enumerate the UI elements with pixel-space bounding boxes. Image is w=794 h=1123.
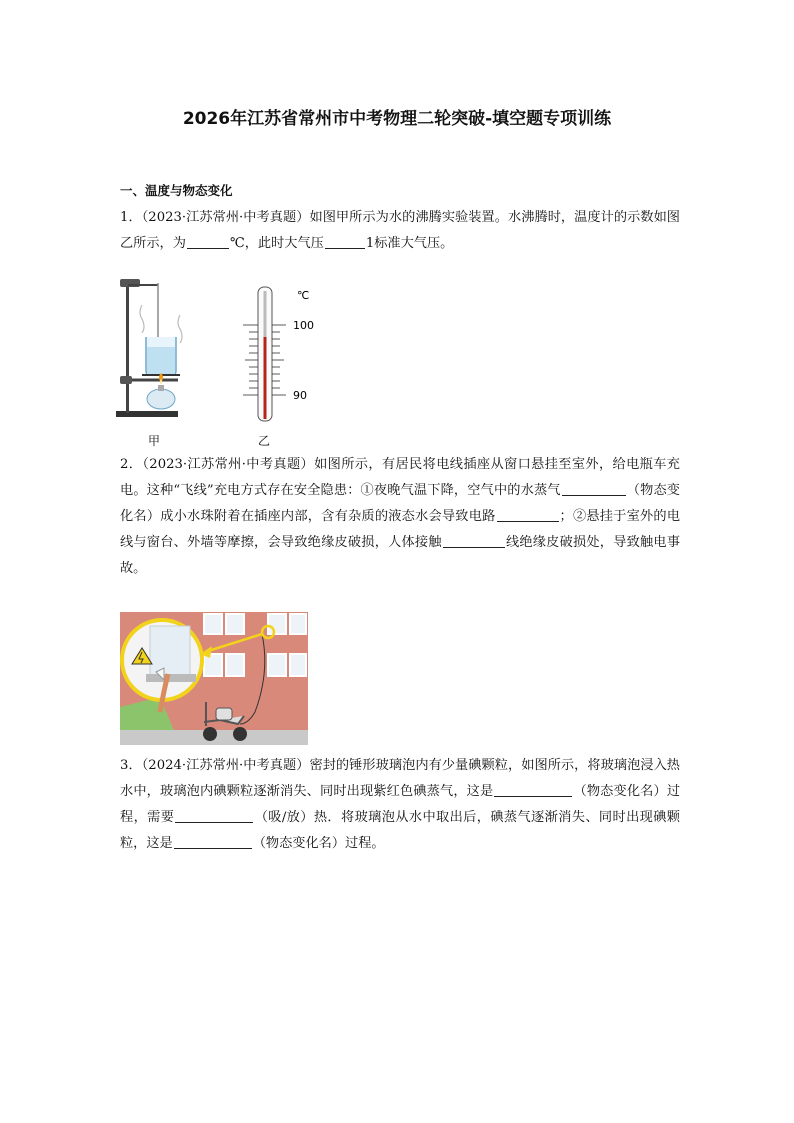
section-heading: 一、温度与物态变化 <box>120 183 233 198</box>
q1-text-a: 1．（2023·江苏常州·中考真题）如图甲所示为水的沸腾实验装置。水沸腾时，温度计的示数如图乙所示，为 <box>120 210 680 251</box>
question-1 <box>120 205 680 257</box>
q2-text-a: 2．（2023·江苏常州·中考真题）如图所示，有居民将电线插座从窗口悬挂至室外，给电瓶车充电。这种“飞线”充电方式存在安全隐患：①夜晚气温下降，空气中的水蒸气 <box>120 457 680 498</box>
q2-blank-3[interactable] <box>443 533 505 548</box>
q1-text-b: ℃，此时大气压 <box>229 236 324 251</box>
flying-wire-charging-figure <box>120 612 308 745</box>
figure-label-yi: 乙 <box>258 434 271 448</box>
q3-text-d: （物态变化名）过程。 <box>252 836 385 851</box>
q1-blank-2[interactable] <box>325 234 365 249</box>
page-title: 2026年江苏省常州市中考物理二轮突破-填空题专项训练 <box>182 109 612 129</box>
thermometer-unit: ℃ <box>297 289 310 302</box>
q3-text-b: （物态变化名）过程，需要 <box>120 784 681 825</box>
question-2 <box>120 452 680 582</box>
thermometer-tick-100: 100 <box>293 319 314 332</box>
q2-text-b: （物态变化名）成小水珠附着在插座内部，含有杂质的液态水会导致电路 <box>120 483 680 524</box>
q1-blank-1[interactable] <box>187 234 229 249</box>
question-3 <box>120 753 680 857</box>
q1-text-c: 1标准大气压。 <box>365 236 454 251</box>
figure-label-jia: 甲 <box>148 434 161 448</box>
q3-text-a: 3．（2024·江苏常州·中考真题）密封的锤形玻璃泡内有少量碘颗粒，如图所示，将玻璃泡浸入热水中，玻璃泡内碘颗粒逐渐消失、同时出现紫红色碘蒸气，这是 <box>120 758 680 799</box>
q2-text-d: 线绝缘皮破损处，导致触电事故。 <box>120 535 681 576</box>
q3-blank-2[interactable] <box>175 808 253 823</box>
q3-text-c: （吸/放）热．将玻璃泡从水中取出后，碘蒸气逐渐消失、同时出现碘颗粒，这是 <box>120 810 680 851</box>
q2-blank-1[interactable] <box>562 481 626 496</box>
thermometer-figure <box>240 283 330 423</box>
q2-blank-2[interactable] <box>497 507 559 522</box>
q3-blank-1[interactable] <box>494 782 572 797</box>
q2-text-c: ；②悬挂于室外的电线与窗台、外墙等摩擦，会导致绝缘皮破损，人体接触 <box>120 509 681 550</box>
thermometer-tick-90: 90 <box>293 389 307 402</box>
q3-blank-3[interactable] <box>174 834 252 849</box>
boiling-apparatus-figure <box>112 275 192 425</box>
